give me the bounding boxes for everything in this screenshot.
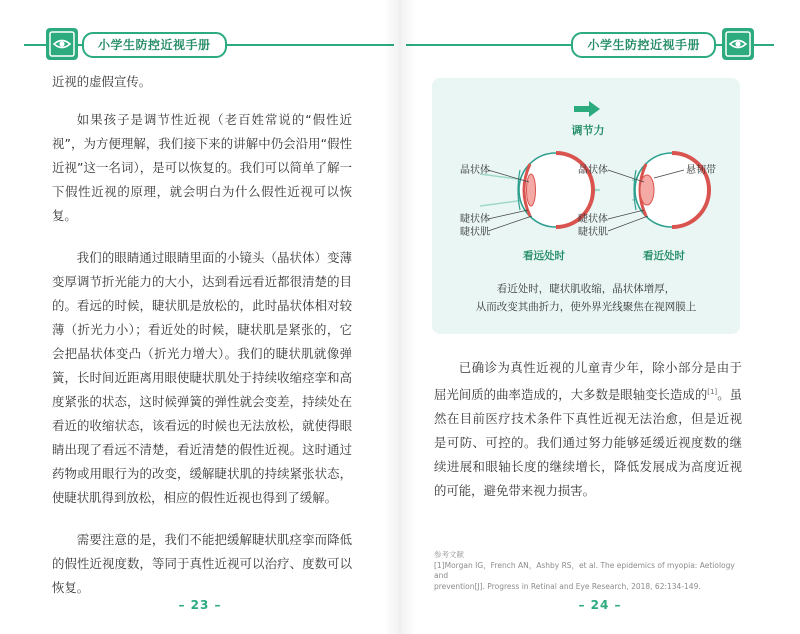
paragraph-part: 。虽然在目前医疗技术条件下真性近视无法治愈，但是近视是可防、可控的。我们通过努力能够延缓近视度数的继续进展和眼轴长度的继续增长，降低发展成为高度近视的可能，避免带来视力损害。 (434, 387, 743, 499)
figure-caption (432, 280, 740, 316)
label-ciliary-muscle: 睫状肌 (578, 227, 608, 238)
references-heading: 参考文献 (434, 550, 464, 559)
chapter-title: 小学生防控近视手册 (82, 32, 227, 58)
chapter-title: 小学生防控近视手册 (571, 32, 716, 58)
citation-mark: [1] (707, 388, 718, 396)
paragraph-part: 已确诊为真性近视的儿童青少年，除小部分是由于屈光间质的曲率造成的，大多数是眼轴变长造成的 (434, 360, 742, 403)
caption-near: 看近处时 (643, 250, 685, 262)
label-lens: 晶状体 (578, 165, 608, 176)
eye-accommodation-figure (432, 78, 740, 334)
label-ciliary-body: 睫状体 (460, 214, 490, 225)
page-number: – 24 – (578, 598, 622, 612)
figure-caption-line: 从而改变其曲折力，使外界光线聚焦在视网膜上 (475, 301, 697, 313)
book-spine-shadow (384, 0, 416, 634)
figure-caption-line: 看近处时，睫状肌收缩，晶状体增厚， (496, 283, 676, 295)
reference-line: [1]Morgan IG，French AN，Ashby RS，et al. The epidemics of myopia: Aetiology and (434, 560, 735, 580)
label-ciliary-muscle: 睫状肌 (460, 227, 490, 238)
book-eye-icon (44, 26, 80, 62)
caption-distance: 看远处时 (523, 250, 565, 262)
paragraph: 如果孩子是调节性近视（老百姓常说的“假性近视”，为方便理解，我们接下来的讲解中仍会沿用“假性近视”这一名词），是可以恢复的。我们可以简单了解一下假性近视的原理，就会明白为什么假性近视可以恢复。 (52, 112, 352, 223)
right-page (400, 0, 800, 634)
book-eye-icon (720, 26, 756, 62)
paragraph: 需要注意的是，我们不能把缓解睫状肌痉挛而降低的假性近视度数，等同于真性近视可以治疗、度数可以恢复。 (52, 532, 352, 595)
eye-diagram (432, 78, 740, 278)
right-text (434, 356, 742, 503)
left-text (52, 70, 352, 600)
paragraph: 近视的虚假宣传。 (52, 74, 152, 89)
label-lens: 晶状体 (460, 165, 490, 176)
page-number: – 23 – (178, 598, 222, 612)
accommodation-label: 调节力 (571, 124, 605, 137)
references (434, 550, 744, 592)
reference-line: prevention[J]. Progress in Retinal and Eye Research, 2018, 62:134-149. (434, 581, 701, 591)
paragraph: 我们的眼睛通过眼睛里面的小镜头（晶状体）变薄变厚调节折光能力的大小，达到看远看近都很清楚的目的。看远的时候，睫状肌是放松的，此时晶状体相对较薄（折光力小）；看近处的时候，睫状肌是紧张的，它会把晶状体变凸（折光力增大）。我们的睫状肌就像弹簧，长时间近距离用眼使睫状肌处于持续收缩痉挛和高度紧张的状态，这时候弹簧的弹性就会变差，持续处在看近的收缩状态，该看远的时候也无法放松，就使得眼睛出现了看远不清楚，看近清楚的假性近视。这时通过药物或用眼行为的改变，缓解睫状肌的持续紧张状态，使睫状肌得到放松，相应的假性近视也得到了缓解。 (52, 250, 352, 505)
label-ciliary-body: 睫状体 (578, 214, 608, 225)
paragraph (434, 356, 742, 503)
label-suspensory-ligament: 悬韧带 (686, 165, 716, 176)
accommodation-arrow-icon (574, 101, 600, 117)
